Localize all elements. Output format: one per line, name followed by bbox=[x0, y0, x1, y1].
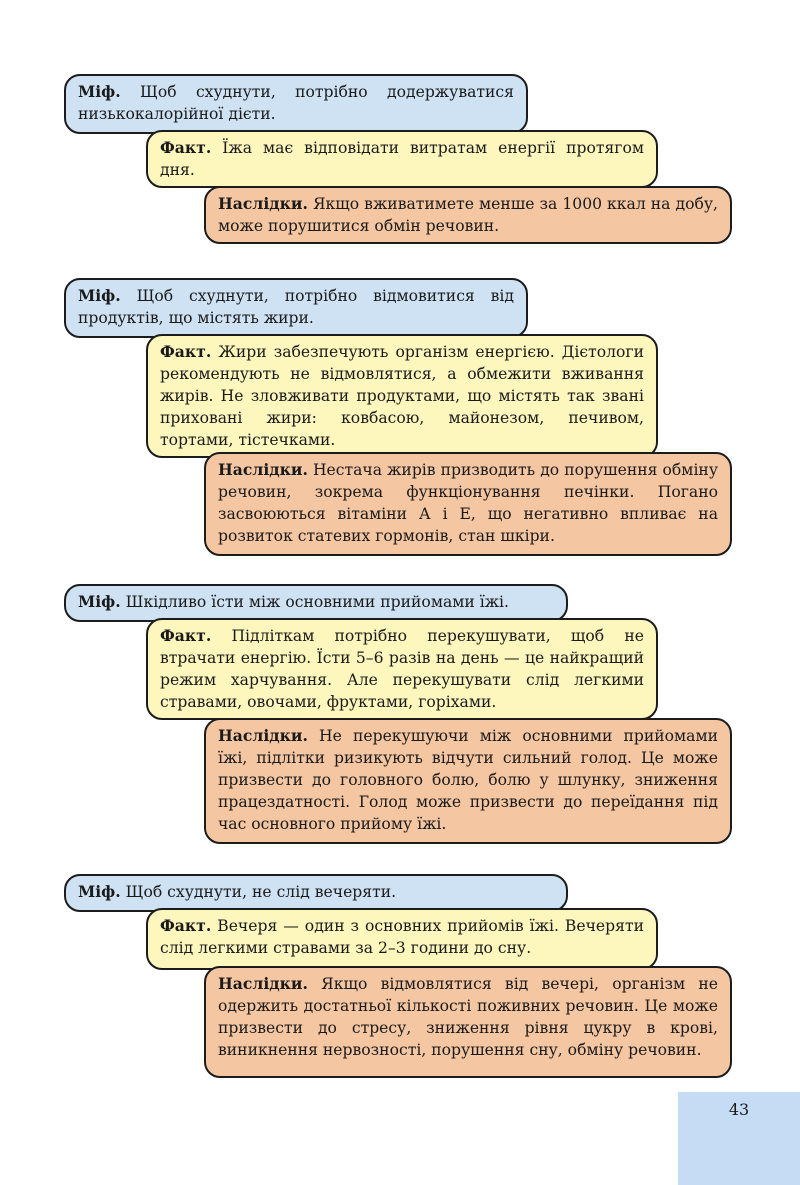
myth-label: Міф. bbox=[78, 286, 121, 305]
fact-text: Підліткам потрібно перекушувати, щоб не втрачати енергію. Їсти 5–6 разів на день — це найкращий режим харчування. Але перекушувати слід легкими стравами, овочами, фруктами, горіхами. bbox=[160, 627, 644, 711]
myth-label: Міф. bbox=[78, 592, 121, 611]
fact-label: Факт. bbox=[160, 916, 212, 935]
fact-label: Факт. bbox=[160, 138, 212, 157]
myth-text: Щоб схуднути, потрібно додержуватися низькокалорійної дієти. bbox=[78, 83, 514, 123]
consequences-text: Якщо відмовлятися від вечері, організм не одержить достатньої кількості поживних речовин. Це може призвести до стресу, зниження рівня цукру в крові, виникнення нервозності, порушення сну, обміну речовин. bbox=[218, 975, 718, 1059]
page-number-tab bbox=[678, 1092, 800, 1185]
myth-box-2 bbox=[64, 278, 528, 338]
myth-box-3 bbox=[64, 584, 568, 622]
consequences-box-3 bbox=[204, 718, 732, 844]
fact-box-1 bbox=[146, 130, 658, 188]
consequences-text: Не перекушуючи між основними прийомами їжі, підлітки ризикують відчути сильний голод. Це може призвести до головного болю, болю у шлунку, зниження працездатності. Голод може призвести до переїдання під час основного прийому їжі. bbox=[218, 727, 718, 833]
myth-label: Міф. bbox=[78, 882, 121, 901]
consequences-box-4 bbox=[204, 966, 732, 1078]
fact-label: Факт. bbox=[160, 626, 212, 645]
myth-box-1 bbox=[64, 74, 528, 134]
consequences-text: Нестача жирів призводить до порушення обміну речовин, зокрема функціонування печінки. Погано засвоюються вітаміни А і Е, що негативно впливає на розвиток статевих гормонів, стан шкіри. bbox=[218, 461, 718, 545]
consequences-text: Якщо вживатимете менше за 1000 ккал на добу, може порушитися обмін речовин. bbox=[218, 195, 718, 235]
consequences-label: Наслідки. bbox=[218, 726, 308, 745]
consequences-box-2 bbox=[204, 452, 732, 556]
myth-label: Міф. bbox=[78, 82, 121, 101]
consequences-label: Наслідки. bbox=[218, 974, 308, 993]
fact-text: Вечеря — один з основних прийомів їжі. Вечеряти слід легкими стравами за 2–3 години до сну. bbox=[160, 917, 644, 957]
myth-box-4 bbox=[64, 874, 568, 912]
page-number: 43 bbox=[728, 1100, 750, 1119]
myth-text: Шкідливо їсти між основними прийомами їжі. bbox=[125, 593, 510, 611]
fact-box-3 bbox=[146, 618, 658, 720]
consequences-label: Наслідки. bbox=[218, 460, 308, 479]
fact-text: Їжа має відповідати витратам енергії протягом дня. bbox=[160, 139, 644, 179]
myth-text: Щоб схуднути, потрібно відмовитися від продуктів, що містять жири. bbox=[78, 287, 514, 327]
fact-box-2 bbox=[146, 334, 658, 458]
consequences-label: Наслідки. bbox=[218, 194, 308, 213]
fact-text: Жири забезпечують організм енергією. Дієтологи рекомендують не відмовлятися, а обмежити вживання жирів. Не зловживати продуктами, що містять так звані приховані жири: ковбасою, майонезом, печивом, тортами, тістечками. bbox=[160, 343, 644, 449]
fact-box-4 bbox=[146, 908, 658, 970]
myth-text: Щоб схуднути, не слід вечеряти. bbox=[125, 883, 397, 901]
fact-label: Факт. bbox=[160, 342, 212, 361]
consequences-box-1 bbox=[204, 186, 732, 244]
